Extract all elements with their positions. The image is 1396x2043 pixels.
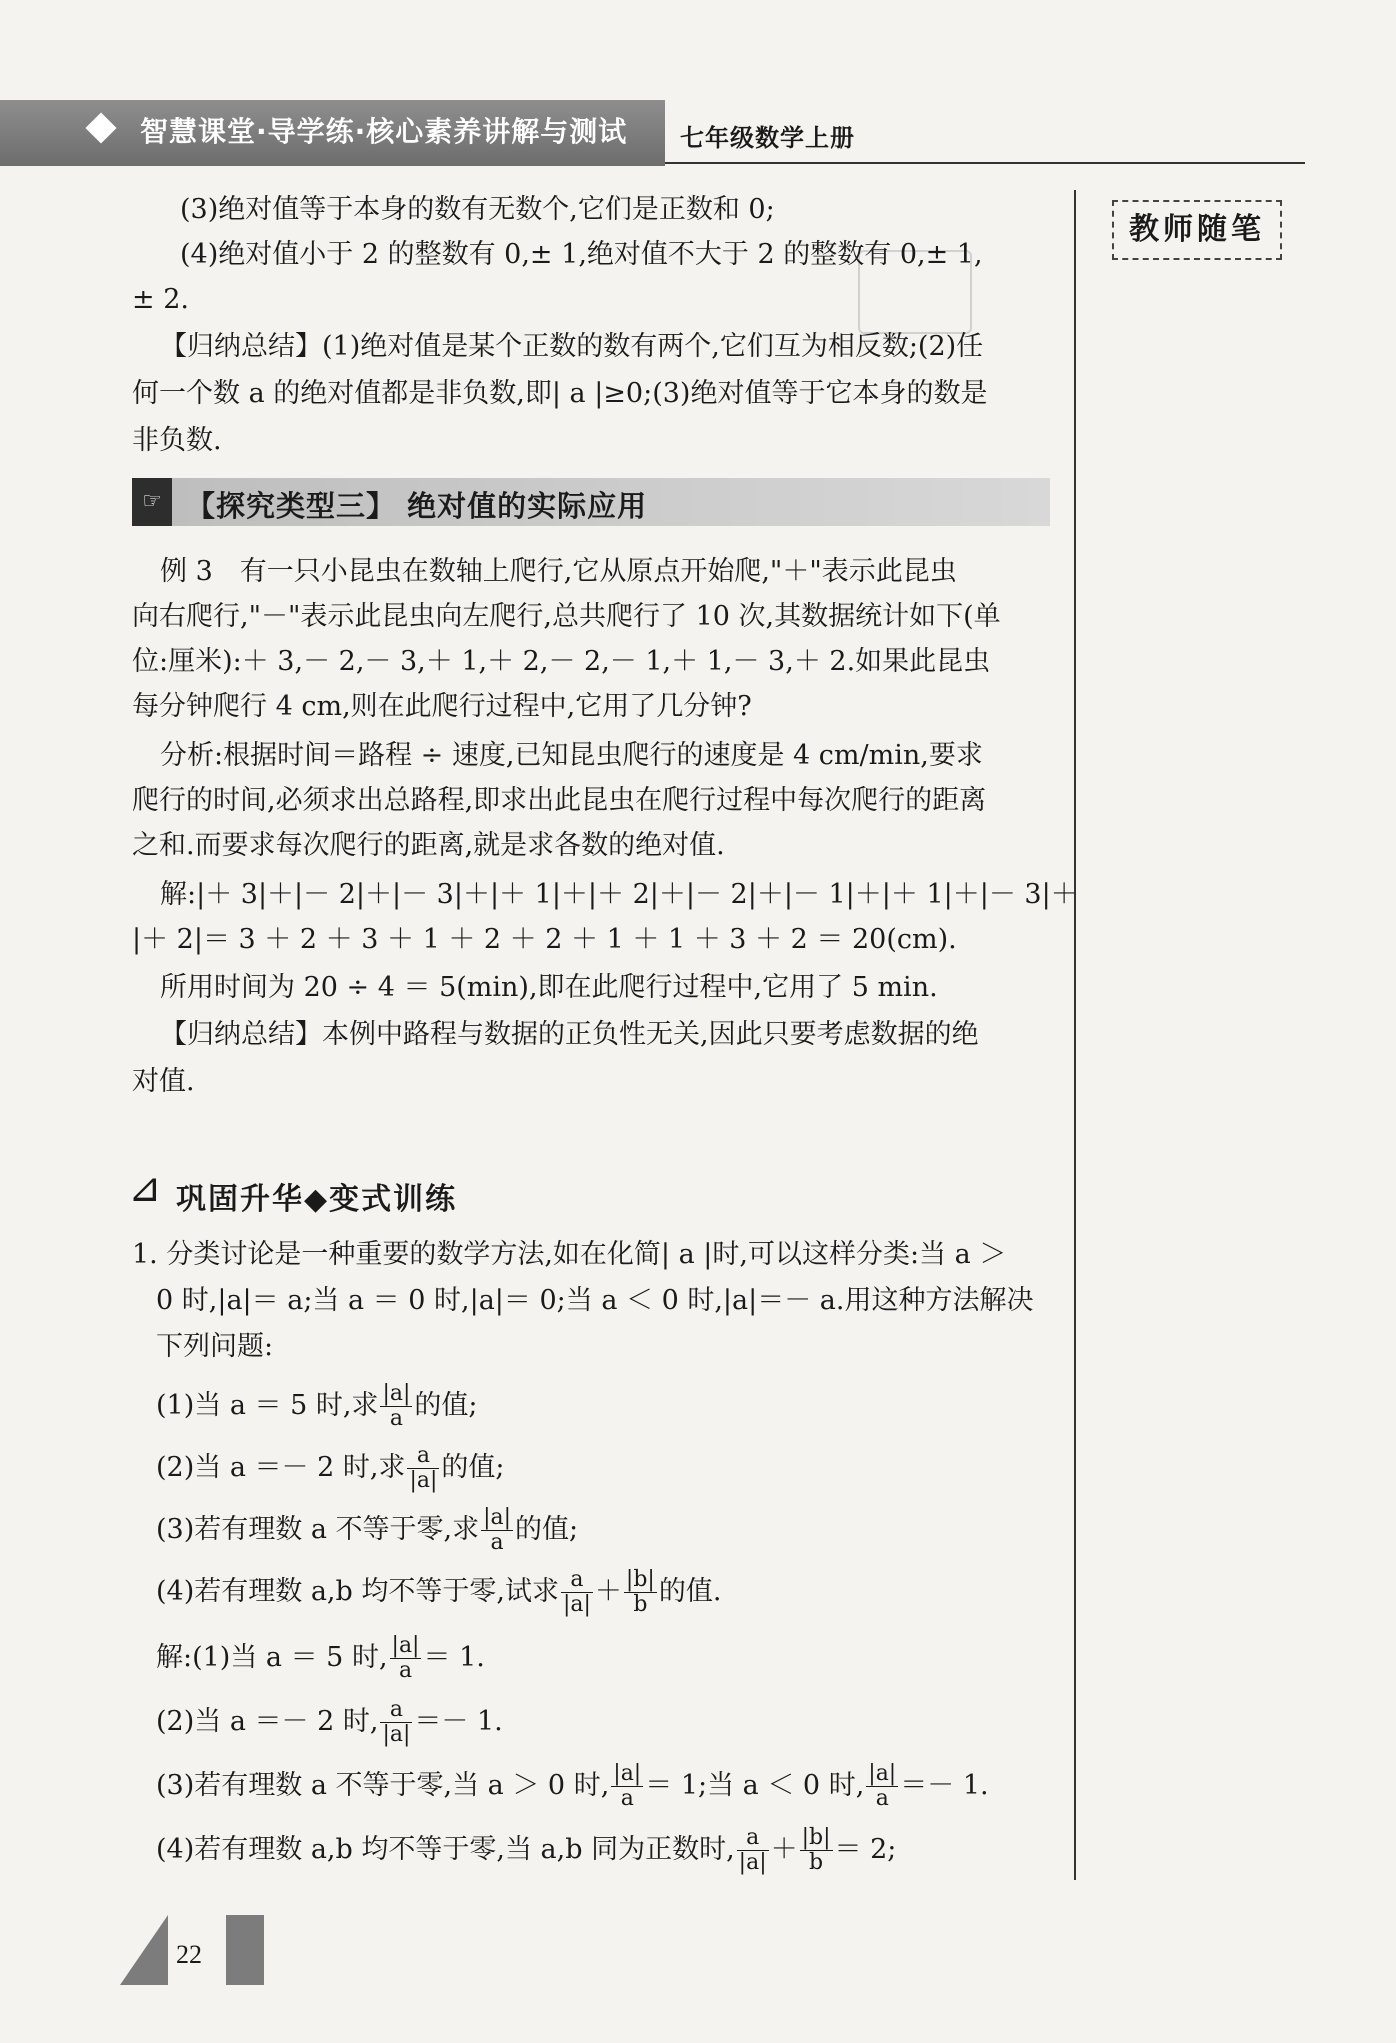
question-3: (3)若有理数 a 不等于零,求 $\frac{|a|}{a}$ 的值; xyxy=(156,1505,579,1555)
section-title: 【探究类型三】 绝对值的实际应用 xyxy=(186,489,648,523)
fraction: $\frac{|a|}{a}$ xyxy=(613,1761,642,1811)
example-line: 每分钟爬行 4 cm,则在此爬行过程中,它用了几分钟? xyxy=(132,691,752,722)
fraction: $\frac{a}{|a|}$ xyxy=(382,1697,411,1747)
solution-4: (4)若有理数 a,b 均不等于零,当 a,b 同为正数时, $\frac{a}{|a|}$ ＋ $\frac{|b|}{b}$ ＝ 2; xyxy=(156,1825,897,1875)
question-2: (2)当 a ＝－ 2 时,求 $\frac{a}{|a|}$ 的值; xyxy=(156,1443,505,1493)
summary-line: 非负数. xyxy=(132,425,222,456)
summary-line: 【归纳总结】本例中路程与数据的正负性无关,因此只要考虑数据的绝 xyxy=(160,1019,979,1050)
text-line: (3)绝对值等于本身的数有无数个,它们是正数和 0; xyxy=(180,194,775,225)
margin-rule xyxy=(1074,190,1076,1880)
fraction: $\frac{|b|}{b}$ xyxy=(801,1825,831,1875)
page-number: 22 xyxy=(176,1940,202,1969)
teacher-notes-label: 教师随笔 xyxy=(1112,200,1282,260)
fraction: $\frac{|a|}{a}$ xyxy=(391,1633,420,1683)
header-grade: 七年级数学上册 xyxy=(680,124,855,152)
summary-line: 【归纳总结】(1)绝对值是某个正数的数有两个,它们互为相反数;(2)任 xyxy=(160,331,984,362)
analysis-line: 之和.而要求每次爬行的距离,就是求各数的绝对值. xyxy=(132,830,725,861)
text-line: ± 2. xyxy=(132,284,189,315)
example-line: 向右爬行,"－"表示此昆虫向左爬行,总共爬行了 10 次,其数据统计如下(单 xyxy=(132,601,1001,632)
question-1: (1)当 a ＝ 5 时,求 $\frac{|a|}{a}$ 的值; xyxy=(156,1381,478,1431)
summary-line: 何一个数 a 的绝对值都是非负数,即| a |≥0;(3)绝对值等于它本身的数是 xyxy=(132,378,988,409)
fraction: $\frac{|b|}{b}$ xyxy=(625,1567,655,1617)
header-rule xyxy=(665,162,1305,164)
example-line: 例 3 有一只小昆虫在数轴上爬行,它从原点开始爬,"＋"表示此昆虫 xyxy=(160,556,957,587)
practice-title: 巩固升华◆变式训练 xyxy=(176,1182,458,1217)
fraction: $\frac{a}{|a|}$ xyxy=(409,1443,438,1493)
solution-3: (3)若有理数 a 不等于零,当 a ＞ 0 时, $\frac{|a|}{a}$ ＝ 1;当 a ＜ 0 时, $\frac{|a|}{a}$ ＝－ 1. xyxy=(156,1761,989,1811)
solution-line: |＋ 2|＝ 3 ＋ 2 ＋ 3 ＋ 1 ＋ 2 ＋ 2 ＋ 1 ＋ 1 ＋ 3 ＋ 2 ＝ 20(cm). xyxy=(132,924,957,955)
solution-line: 解:|＋ 3|＋|－ 2|＋|－ 3|＋|＋ 1|＋|＋ 2|＋|－ 2|＋|－ 1|＋|＋ 1|＋|－ 3|＋ xyxy=(160,879,1078,910)
fraction: $\frac{|a|}{a}$ xyxy=(868,1761,897,1811)
example-line: 位:厘米):＋ 3,－ 2,－ 3,＋ 1,＋ 2,－ 2,－ 1,＋ 1,－ 3,＋ 2.如果此昆虫 xyxy=(132,646,991,677)
problem-line: 下列问题: xyxy=(156,1331,274,1362)
footer-block xyxy=(226,1915,264,1985)
problem-line: 0 时,|a|＝ a;当 a ＝ 0 时,|a|＝ 0;当 a ＜ 0 时,|a|＝－ a.用这种方法解决 xyxy=(156,1285,1034,1316)
solution-2: (2)当 a ＝－ 2 时, $\frac{a}{|a|}$ ＝－ 1. xyxy=(156,1697,503,1747)
pen-icon: ⊿ xyxy=(128,1165,162,1211)
fraction: $\frac{|a|}{a}$ xyxy=(483,1505,512,1555)
fraction: $\frac{|a|}{a}$ xyxy=(382,1381,411,1431)
fraction: $\frac{a}{|a|}$ xyxy=(738,1825,767,1875)
question-4: (4)若有理数 a,b 均不等于零,试求 $\frac{a}{|a|}$ ＋ $\frac{|b|}{b}$ 的值. xyxy=(156,1567,722,1617)
problem-line: 1. 分类讨论是一种重要的数学方法,如在化简| a |时,可以这样分类:当 a ＞ xyxy=(132,1239,1007,1270)
pointing-hand-icon: ☞ xyxy=(132,478,172,526)
footer-triangle xyxy=(120,1915,168,1985)
analysis-line: 分析:根据时间＝路程 ÷ 速度,已知昆虫爬行的速度是 4 cm/min,要求 xyxy=(160,740,983,771)
analysis-line: 爬行的时间,必须求出总路程,即求出此昆虫在爬行过程中每次爬行的距离 xyxy=(132,785,987,816)
summary-line: 对值. xyxy=(132,1066,195,1097)
header-title: 智慧课堂·导学练·核心素养讲解与测试 xyxy=(140,115,628,148)
text-line: (4)绝对值小于 2 的整数有 0,± 1,绝对值不大于 2 的整数有 0,± 1, xyxy=(180,239,983,270)
solution-line: 所用时间为 20 ÷ 4 ＝ 5(min),即在此爬行过程中,它用了 5 min. xyxy=(160,972,938,1003)
fraction: $\frac{a}{|a|}$ xyxy=(562,1567,591,1617)
solution-1: 解:(1)当 a ＝ 5 时, $\frac{|a|}{a}$ ＝ 1. xyxy=(156,1633,485,1683)
